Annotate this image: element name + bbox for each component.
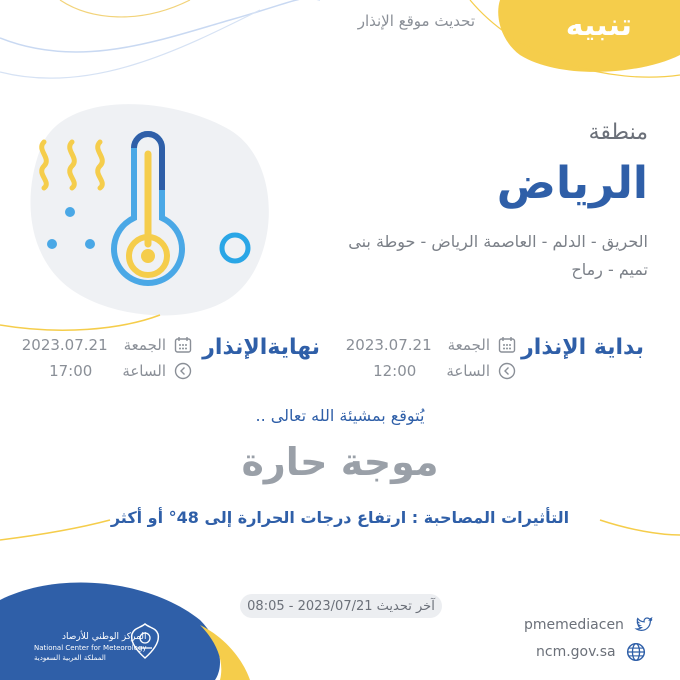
calendar-icon [498,336,516,354]
ncm-logo-name-ar: المركز الوطني للأرصاد [62,632,147,642]
warning-end-title: نهايةالإنذار [202,335,320,360]
ncm-logo-country-ar: المملكة العربية السعودية [34,654,106,662]
affected-areas-line-2: تميم - رماح [571,260,648,279]
twitter-contact[interactable] [524,616,654,634]
warning-start-time-label: الساعة [446,362,490,380]
warning-start-date: 2023.07.21 [345,336,432,354]
clock-icon [498,362,516,380]
warning-end-time-row [49,362,192,380]
warning-end-time-label: الساعة [122,362,166,380]
ncm-logo-name-en: National Center for Meteorology [34,644,147,652]
clock-icon [174,362,192,380]
calendar-icon [174,336,192,354]
last-update-badge: آخر تحديث 2023/07/21 - 08:05 [240,594,442,618]
twitter-icon [634,616,654,634]
warning-end-date-row [22,336,192,354]
warning-start-title: بداية الإنذار [521,335,644,360]
warning-start-time-row [373,362,516,380]
warning-end-day: الجمعة [123,336,166,354]
warning-end-time: 17:00 [49,362,93,380]
weather-event-name: موجة حارة [241,440,439,484]
website-contact[interactable] [536,642,646,662]
update-location-link[interactable]: تحديث موقع الإنذار [357,12,475,30]
impact-description: التأثيرات المصاحبة : ارتفاع درجات الحرارة إلى 48° أو أكثر [110,508,570,527]
globe-icon [626,642,646,662]
alert-label: تنبيه [565,8,632,43]
forecast-intro: يُتوقع بمشيئة الله تعالى .. [255,406,425,425]
twitter-handle[interactable]: pmemediacen [524,617,624,633]
affected-areas-line-1: الحريق - الدلم - العاصمة الرياض - حوطة بنى [348,232,648,251]
thermometer-heat-icon [30,120,260,310]
website-url[interactable]: ncm.gov.sa [536,644,616,660]
warning-end-date: 2023.07.21 [21,336,108,354]
warning-start-time: 12:00 [373,362,417,380]
warning-start-day: الجمعة [447,336,490,354]
region-name: الرياض [496,158,648,209]
region-label: منطقة [588,120,648,145]
warning-start-date-row [346,336,516,354]
